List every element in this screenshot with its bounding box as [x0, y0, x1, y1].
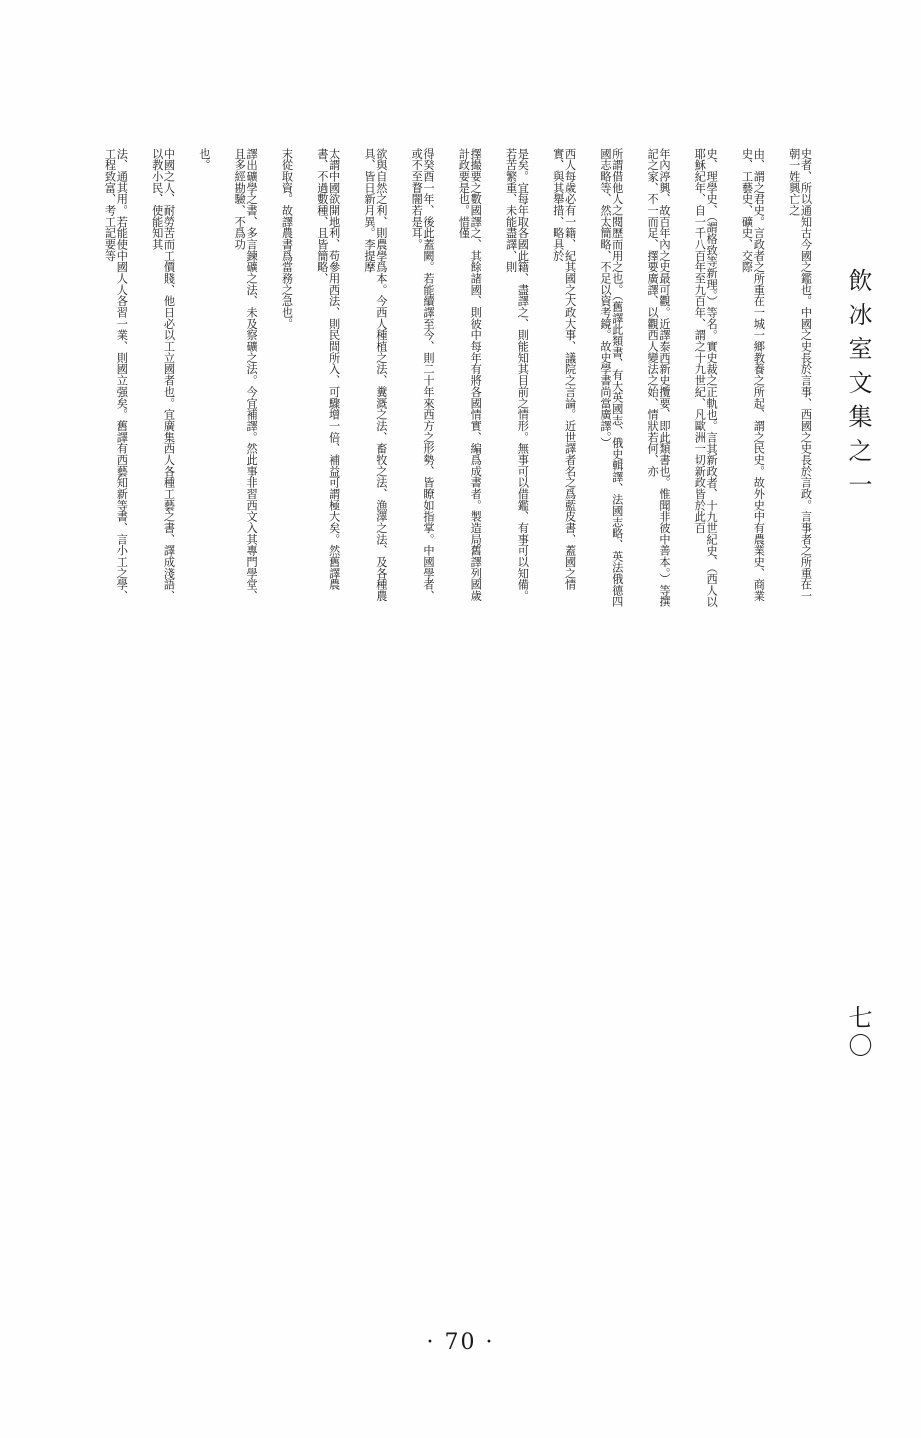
- text-column: 末從取資。故譯農書爲當務之急也。: [280, 148, 294, 330]
- text-column: 法、通其用。若能使中國人人各習一業、則國立强矣。舊譯有西藝知新等書、言小工之學、工程致富、考工記要等: [103, 148, 129, 602]
- text-column: 譯出礦學之書、多言鍊礦之法、未及察礦之法。今宜補譯。然此事非習西文入其專門學堂、且多經勘驗、不爲功: [232, 148, 258, 602]
- text-column: 太謂中國欲開地利、苟參用西法、則民間所入、可驟增一倍、補益可謂極大矣。然舊譯農書、不過數種、且皆簡略、: [315, 148, 341, 591]
- text-column: 是矣。宜每年取各國此籍、盡譯之、則能知其目前之情形。無事可以借鑑、有事可以知備。若苦繁重、未能盡譯、則: [504, 148, 530, 602]
- text-column: 中國之人、耐勞苦而工價賤、他日必以工立國者也。宜廣集西人各種工藝之書、譯成淺語、以教小民、使能知其: [150, 148, 176, 602]
- page-number: · 70 ·: [426, 1330, 495, 1355]
- text-column: 史者、所以通知古今國之鑑也。中國之史長於言事、西國之史長於言政。言事者之所重在一朝一姓興亡之: [787, 148, 813, 602]
- text-column: 西人每歲必有一籍、紀其國之大政大事、議院之言論。近世譯者名之爲藍皮書、蓋國之情實、與其舉措、略具於: [551, 148, 577, 591]
- text-column: 得癸酉一年、後此蓋闕。若能續譯至今、則二十年來西方之形勢、皆瞭如指掌。中國學者、或不至瞀闇若是耳。: [409, 148, 435, 602]
- running-title: 飲冰室文集之一: [844, 268, 872, 506]
- body-text: [80, 148, 835, 608]
- text-column: 也。: [197, 148, 211, 171]
- text-column: 擇撮要之數國譯之、其餘諸國、則彼中每年有將各國情實、編爲成書者。製造局舊譯列國歲計政要是也。惜僅: [457, 148, 483, 602]
- text-column: 欲與自然之利、則農學爲本。今西人種植之法、糞溉之法、畜牧之法、漁澤之法、及各種農具、皆日新月異。李提摩: [362, 148, 388, 602]
- text-column: 所謂借他人之閱歷而用之也。（舊譯此類書、有大英國志、俄史輯譯、法國志略、英法俄德四國志略等、然太簡略、不足以資考鏡。故史學書尚當廣譯。）: [598, 148, 624, 608]
- page-number-chinese: 七〇: [844, 1005, 872, 1061]
- text-column: 史、理學史、（謂格致等新理。）等名。實史裁之正軌也。言其新政者、十九世紀史、（西人以耶穌紀年、自一千八百年至九百年、謂之十九世紀、凡歐洲一切新政皆於此百: [692, 148, 718, 608]
- text-column: 由、謂之君史。言政者之所重在一城一鄉教養之所起、謂之民史。故外史中有農業史、商業史、工藝史、礦史、交際: [740, 148, 766, 602]
- text-column: 年內渟興、故百年內之史最可觀。近譯泰西新史攬要、即此類書也。惟聞非彼中善本。）等撰記之家、不一而足、擇要廣譯、以觀西人變法之始、情狀若何、亦: [645, 148, 671, 608]
